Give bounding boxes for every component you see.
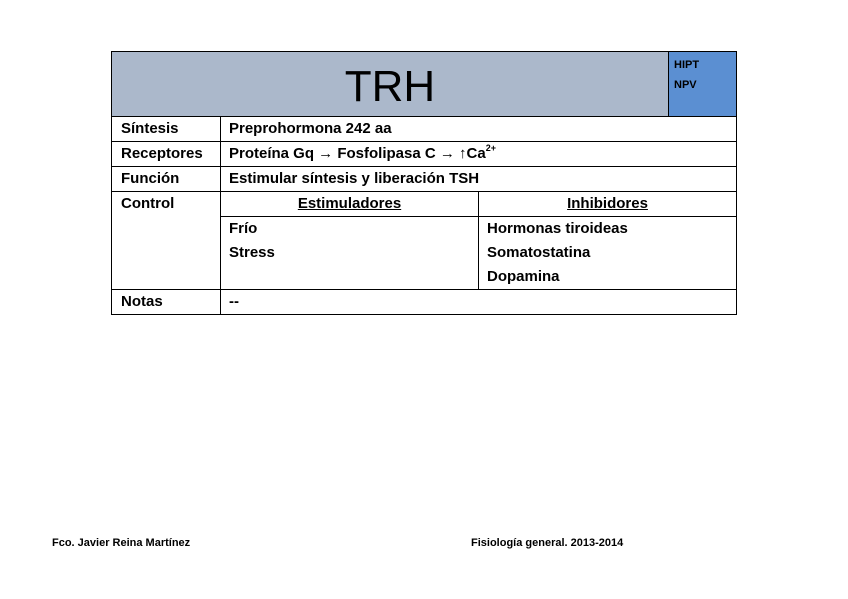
control-header bbox=[221, 192, 736, 217]
location-tag-line2: NPV bbox=[674, 79, 697, 91]
row-receptores bbox=[112, 142, 736, 167]
inhibidores-header: Inhibidores bbox=[567, 195, 648, 212]
row-value-sintesis: Preprohormona 242 aa bbox=[229, 120, 392, 137]
estimuladores-header: Estimuladores bbox=[221, 192, 479, 216]
row-sintesis bbox=[112, 117, 736, 142]
row-label-funcion: Función bbox=[112, 167, 221, 191]
card-header bbox=[112, 52, 736, 117]
row-notas bbox=[112, 290, 736, 314]
inhibidores-list bbox=[479, 217, 736, 289]
list-item: Somatostatina bbox=[487, 244, 591, 261]
receptores-superscript: 2+ bbox=[485, 143, 496, 153]
list-item: Frío bbox=[229, 220, 258, 237]
list-item: Hormonas tiroideas bbox=[487, 220, 628, 237]
row-control bbox=[112, 192, 736, 290]
location-tag-line1: HIPT bbox=[674, 59, 700, 71]
hormone-title: TRH bbox=[112, 52, 668, 116]
row-label-receptores: Receptores bbox=[112, 142, 221, 166]
row-label-sintesis: Síntesis bbox=[112, 117, 221, 141]
row-value-notas: -- bbox=[229, 293, 239, 310]
row-funcion bbox=[112, 167, 736, 192]
estimuladores-list bbox=[221, 217, 479, 289]
control-area bbox=[221, 192, 736, 289]
location-tag bbox=[668, 52, 736, 116]
footer-author: Fco. Javier Reina Martínez bbox=[52, 537, 191, 549]
list-item: Dopamina bbox=[487, 268, 560, 285]
hormone-card bbox=[111, 51, 737, 315]
control-body bbox=[221, 217, 736, 289]
row-label-control: Control bbox=[112, 192, 221, 289]
row-value-receptores bbox=[221, 142, 736, 166]
receptores-text: Proteína Gq → Fosfolipasa C → ↑Ca bbox=[229, 145, 486, 162]
footer-course: Fisiología general. 2013-2014 bbox=[471, 537, 624, 549]
row-value-funcion: Estimular síntesis y liberación TSH bbox=[229, 170, 480, 187]
list-item: Stress bbox=[229, 244, 275, 261]
row-label-notas: Notas bbox=[112, 290, 221, 314]
